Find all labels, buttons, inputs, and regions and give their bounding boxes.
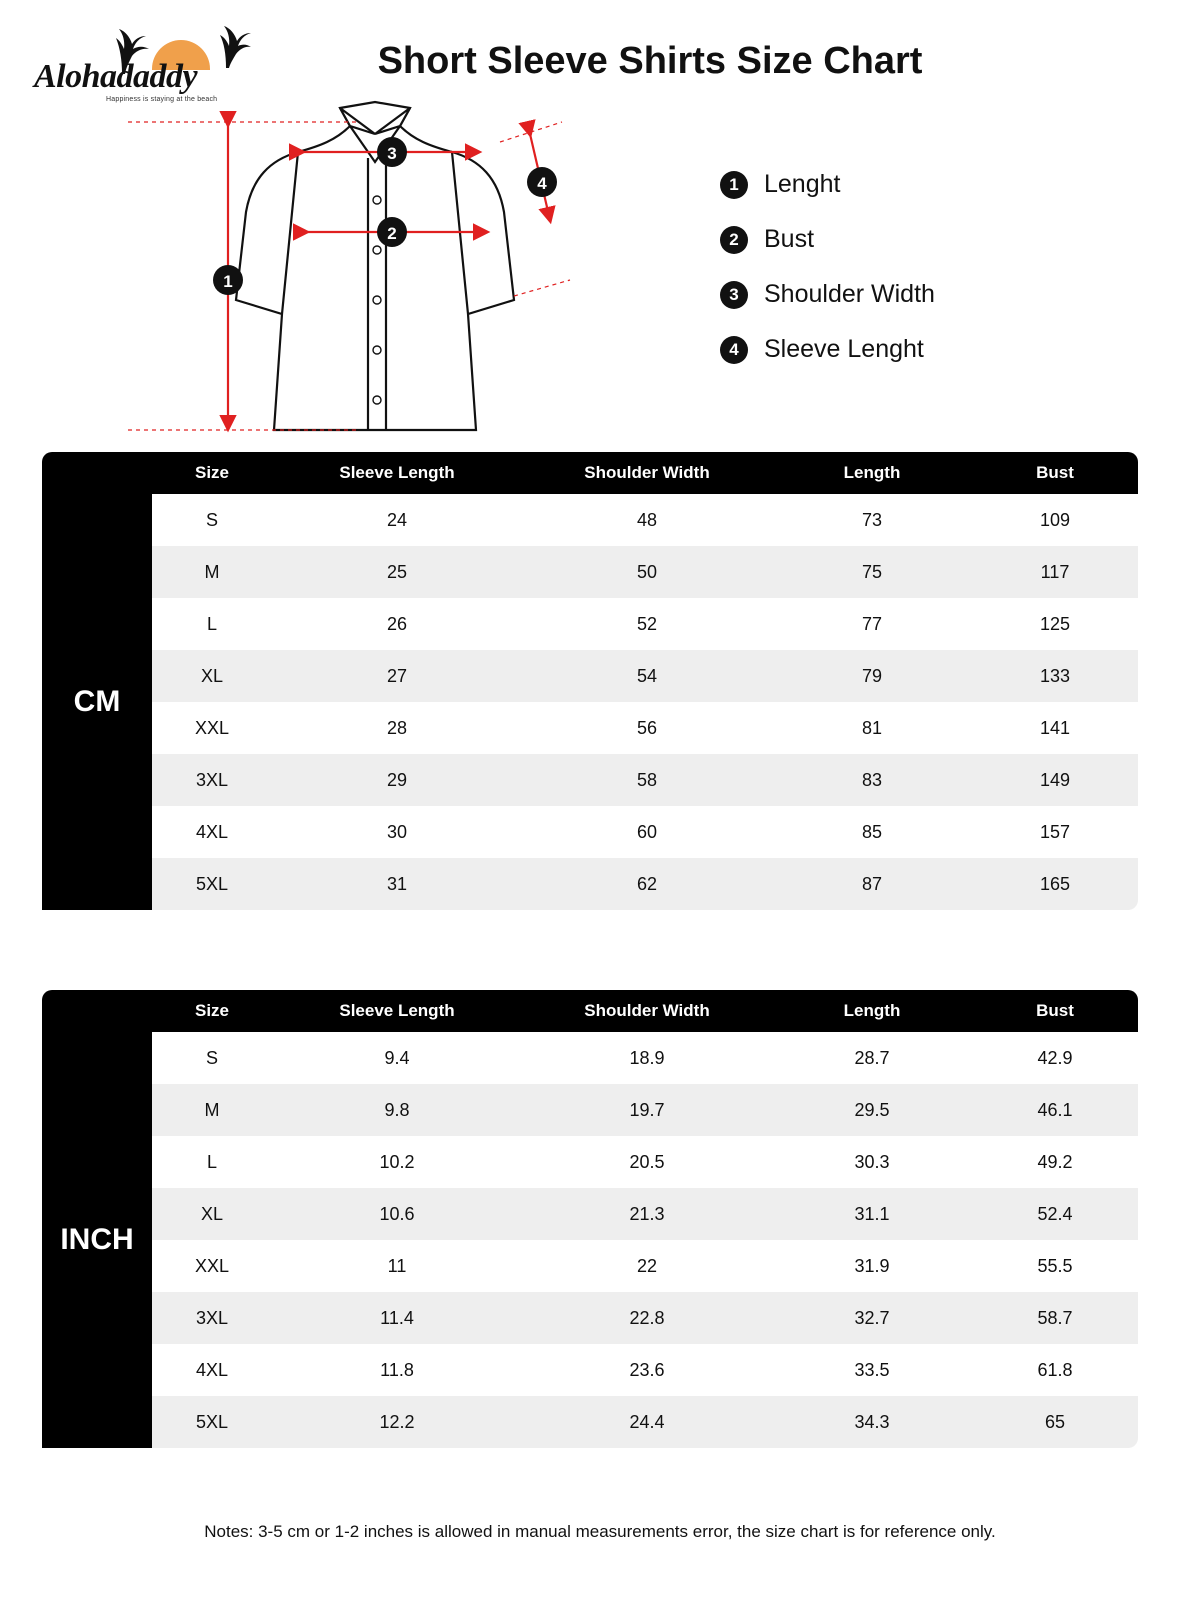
cell-sleeve: 27	[272, 650, 522, 702]
cell-length: 28.7	[772, 1032, 972, 1084]
legend-item	[720, 225, 1140, 254]
cell-size: 4XL	[152, 806, 272, 858]
cell-size: M	[152, 546, 272, 598]
cell-size: 5XL	[152, 858, 272, 910]
legend-label-sleeve-length: Sleeve Lenght	[764, 335, 924, 363]
header-shoulder-width: Shoulder Width	[522, 990, 772, 1032]
cell-sleeve: 11.4	[272, 1292, 522, 1344]
cell-sleeve: 25	[272, 546, 522, 598]
cell-bust: 157	[972, 806, 1138, 858]
table-row	[42, 650, 1138, 702]
cell-bust: 65	[972, 1396, 1138, 1448]
cell-sleeve: 9.8	[272, 1084, 522, 1136]
cell-sleeve: 31	[272, 858, 522, 910]
cell-sleeve: 10.2	[272, 1136, 522, 1188]
cell-sleeve: 10.6	[272, 1188, 522, 1240]
cell-bust: 133	[972, 650, 1138, 702]
cell-length: 31.1	[772, 1188, 972, 1240]
table-row	[42, 1188, 1138, 1240]
cell-sleeve: 12.2	[272, 1396, 522, 1448]
cell-bust: 141	[972, 702, 1138, 754]
cell-bust: 61.8	[972, 1344, 1138, 1396]
cell-bust: 117	[972, 546, 1138, 598]
cell-bust: 46.1	[972, 1084, 1138, 1136]
legend-badge-1: 1	[720, 171, 748, 199]
header-size: Size	[152, 990, 272, 1032]
brand-name: Alohadaddy	[34, 58, 198, 95]
table-row	[42, 598, 1138, 650]
cell-bust: 49.2	[972, 1136, 1138, 1188]
table-row	[42, 754, 1138, 806]
cell-length: 85	[772, 806, 972, 858]
table-row	[42, 1084, 1138, 1136]
brand-logo	[34, 18, 274, 108]
measurement-legend	[720, 170, 1140, 390]
cell-length: 83	[772, 754, 972, 806]
legend-label-bust: Bust	[764, 225, 815, 253]
size-table-inch	[42, 990, 1138, 1448]
cell-bust: 149	[972, 754, 1138, 806]
cell-sleeve: 26	[272, 598, 522, 650]
cell-length: 79	[772, 650, 972, 702]
cell-sleeve: 11.8	[272, 1344, 522, 1396]
cell-shoulder: 23.6	[522, 1344, 772, 1396]
cell-size: M	[152, 1084, 272, 1136]
shirt-measurement-diagram	[110, 100, 640, 450]
table-row	[42, 858, 1138, 910]
cell-bust: 55.5	[972, 1240, 1138, 1292]
table-row	[42, 1292, 1138, 1344]
cell-shoulder: 60	[522, 806, 772, 858]
header-length: Length	[772, 452, 972, 494]
cell-bust: 125	[972, 598, 1138, 650]
cell-length: 77	[772, 598, 972, 650]
cell-shoulder: 52	[522, 598, 772, 650]
cell-size: XXL	[152, 1240, 272, 1292]
unit-cell-inch: INCH	[42, 1032, 152, 1448]
cell-sleeve: 28	[272, 702, 522, 754]
table-row	[42, 1240, 1138, 1292]
cell-bust: 58.7	[972, 1292, 1138, 1344]
cell-size: 4XL	[152, 1344, 272, 1396]
cell-shoulder: 19.7	[522, 1084, 772, 1136]
svg-text:4: 4	[537, 174, 547, 193]
cell-shoulder: 58	[522, 754, 772, 806]
cell-length: 31.9	[772, 1240, 972, 1292]
size-table-cm	[42, 452, 1138, 910]
cell-bust: 109	[972, 494, 1138, 546]
cell-shoulder: 18.9	[522, 1032, 772, 1084]
table-row	[42, 546, 1138, 598]
table-row	[42, 494, 1138, 546]
notes-text: Notes: 3-5 cm or 1-2 inches is allowed in manual measurements error, the size chart is for reference only.	[204, 1522, 996, 1541]
legend-label-length: Lenght	[764, 170, 841, 198]
cell-length: 34.3	[772, 1396, 972, 1448]
cell-shoulder: 50	[522, 546, 772, 598]
legend-item	[720, 280, 1140, 309]
cell-size: XXL	[152, 702, 272, 754]
cell-shoulder: 21.3	[522, 1188, 772, 1240]
header-size: Size	[152, 452, 272, 494]
svg-text:3: 3	[387, 144, 397, 163]
cell-length: 30.3	[772, 1136, 972, 1188]
table-row	[42, 1136, 1138, 1188]
cell-sleeve: 29	[272, 754, 522, 806]
page-title: Short Sleeve Shirts Size Chart	[377, 40, 923, 82]
cell-shoulder: 24.4	[522, 1396, 772, 1448]
cell-sleeve: 24	[272, 494, 522, 546]
header-shoulder-width: Shoulder Width	[522, 452, 772, 494]
table-row	[42, 806, 1138, 858]
unit-header-inch	[42, 990, 152, 1032]
unit-cell-cm: CM	[42, 494, 152, 910]
cell-length: 33.5	[772, 1344, 972, 1396]
cell-length: 81	[772, 702, 972, 754]
table-row	[42, 1032, 1138, 1084]
cell-shoulder: 48	[522, 494, 772, 546]
cell-size: 3XL	[152, 1292, 272, 1344]
header-sleeve-length: Sleeve Length	[272, 452, 522, 494]
cell-length: 32.7	[772, 1292, 972, 1344]
cell-length: 87	[772, 858, 972, 910]
legend-badge-2: 2	[720, 226, 748, 254]
header-bust: Bust	[972, 990, 1138, 1032]
svg-text:2: 2	[387, 224, 397, 243]
header-length: Length	[772, 990, 972, 1032]
cell-length: 73	[772, 494, 972, 546]
cell-shoulder: 20.5	[522, 1136, 772, 1188]
legend-badge-3: 3	[720, 281, 748, 309]
cell-bust: 165	[972, 858, 1138, 910]
header-bust: Bust	[972, 452, 1138, 494]
cell-sleeve: 9.4	[272, 1032, 522, 1084]
cell-sleeve: 11	[272, 1240, 522, 1292]
legend-item	[720, 170, 1140, 199]
table-header-row	[42, 990, 1138, 1032]
table-row	[42, 702, 1138, 754]
cell-size: S	[152, 1032, 272, 1084]
table-row	[42, 1396, 1138, 1448]
cell-shoulder: 56	[522, 702, 772, 754]
legend-label-shoulder-width: Shoulder Width	[764, 280, 935, 308]
cell-size: XL	[152, 650, 272, 702]
unit-header-cm	[42, 452, 152, 494]
cell-shoulder: 22.8	[522, 1292, 772, 1344]
cell-shoulder: 22	[522, 1240, 772, 1292]
cell-size: L	[152, 598, 272, 650]
cell-shoulder: 62	[522, 858, 772, 910]
cell-sleeve: 30	[272, 806, 522, 858]
cell-length: 29.5	[772, 1084, 972, 1136]
legend-item	[720, 335, 1140, 364]
header-sleeve-length: Sleeve Length	[272, 990, 522, 1032]
cell-bust: 52.4	[972, 1188, 1138, 1240]
brand-tagline: Happiness is staying at the beach	[106, 96, 218, 103]
cell-size: S	[152, 494, 272, 546]
cell-shoulder: 54	[522, 650, 772, 702]
table-header-row	[42, 452, 1138, 494]
svg-text:1: 1	[223, 272, 233, 291]
cell-size: L	[152, 1136, 272, 1188]
cell-bust: 42.9	[972, 1032, 1138, 1084]
legend-badge-4: 4	[720, 336, 748, 364]
cell-size: 5XL	[152, 1396, 272, 1448]
cell-length: 75	[772, 546, 972, 598]
cell-size: 3XL	[152, 754, 272, 806]
table-row	[42, 1344, 1138, 1396]
cell-size: XL	[152, 1188, 272, 1240]
